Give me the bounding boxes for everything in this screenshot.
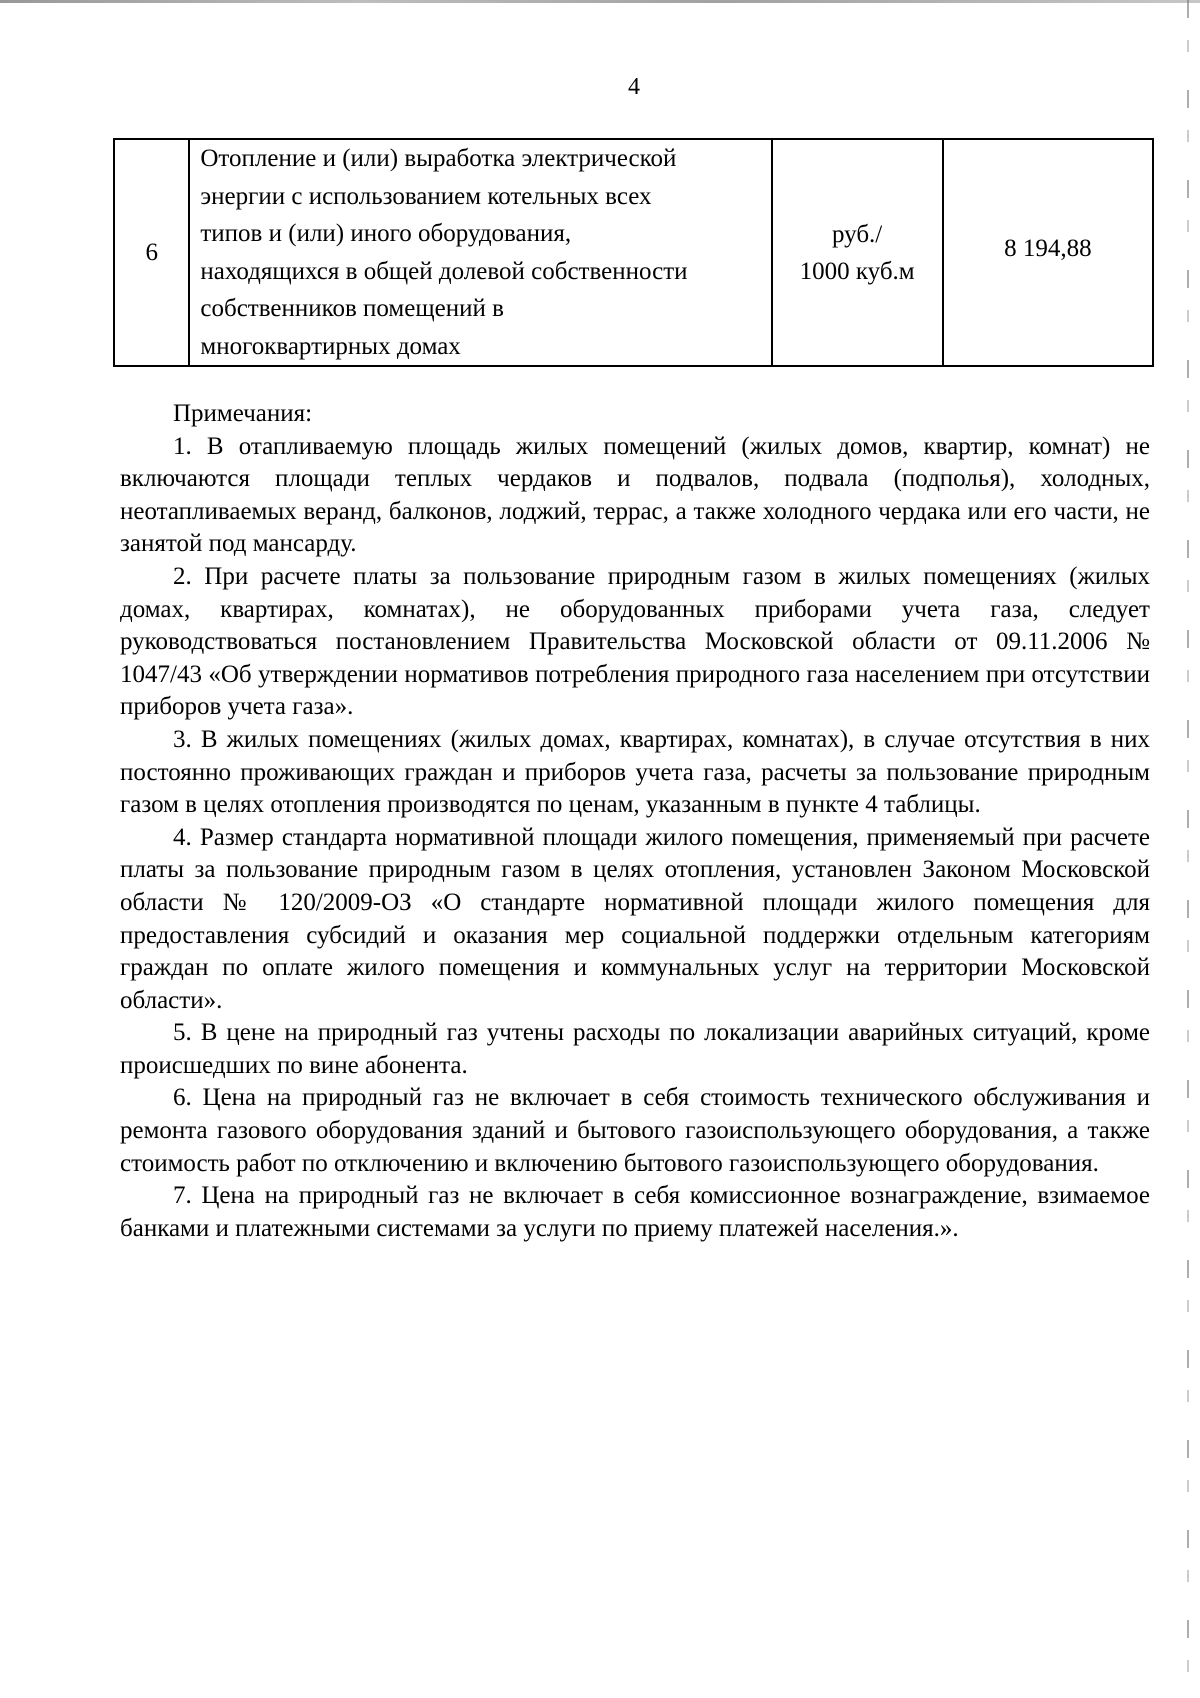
note-4: 4. Размер стандарта нормативной площади жилого помещения, применяемый при расчете платы за пользование природным газом в целях отопления, установлен Законом Московской области № 120/2009-ОЗ «О стандарте нормативной площади жилого помещения для предоставления субсидий и оказания мер социальной поддержки отдельным категориям граждан по оплате жилого помещения и коммунальных услуг на территории Московской области». [120, 823, 1150, 1014]
description-line: Отопление и (или) выработка электрической [200, 145, 677, 172]
note-2: 2. При расчете платы за пользование природным газом в жилых помещениях (жилых домах, квартирах, комнатах), не оборудованных приборами учета газа, следует руководствоваться постановлением Правительства Московской области от 09.11.2006 № 1047/43 «Об утверждении нормативов потребления природного газа населением при отсутствии приборов учета газа». [120, 562, 1150, 721]
description-line: многоквартирных домах [200, 332, 461, 360]
scan-edge-right [1187, 0, 1189, 1698]
row-unit [772, 139, 943, 366]
row-description [189, 139, 771, 366]
notes-section [120, 398, 1150, 1245]
unit-line: руб./ [831, 220, 883, 248]
description-line: типов и (или) иного оборудования, [200, 220, 572, 247]
description-line: находящихся в общей долевой собственности [200, 257, 688, 285]
unit-line: 1000 куб.м [799, 257, 915, 285]
note-3: 3. В жилых помещениях (жилых домах, квартирах, комнатах), в случае отсутствия в них постоянно проживающих граждан и приборов учета газа, расчеты за пользование природным газом в целях отопления производятся по ценам, указанным в пункте 4 таблицы. [120, 725, 1150, 819]
tariff-table [113, 138, 1154, 367]
scan-edge-top [0, 0, 1200, 3]
page-number: 4 [628, 74, 640, 100]
row-price: 8 194,88 [943, 139, 1153, 366]
note-6: 6. Цена на природный газ не включает в себя стоимость технического обслуживания и ремонта газового оборудования зданий и бытового газоиспользующего оборудования, а также стоимость работ по отключению и включению бытового газоиспользующего оборудования. [120, 1084, 1150, 1177]
row-number: 6 [114, 139, 189, 366]
note-5: 5. В цене на природный газ учтены расходы по локализации аварийных ситуаций, кроме происшедших по вине абонента. [120, 1019, 1150, 1079]
description-line: собственников помещений в [200, 295, 504, 322]
note-1: 1. В отапливаемую площадь жилых помещений (жилых домов, квартир, комнат) не включаются площади теплых чердаков и подвалов, подвала (подполья), холодных, неотапливаемых веранд, балконов, лоджий, террас, а также холодного чердака или его части, не занятой под мансарду. [120, 432, 1150, 558]
notes-title: Примечания: [173, 400, 313, 427]
table-row [114, 139, 1153, 366]
description-line: энергии с использованием котельных всех [200, 182, 652, 210]
note-7: 7. Цена на природный газ не включает в себя комиссионное вознаграждение, взимаемое банками и платежными системами за услуги по приему платежей населения.». [120, 1182, 1150, 1242]
